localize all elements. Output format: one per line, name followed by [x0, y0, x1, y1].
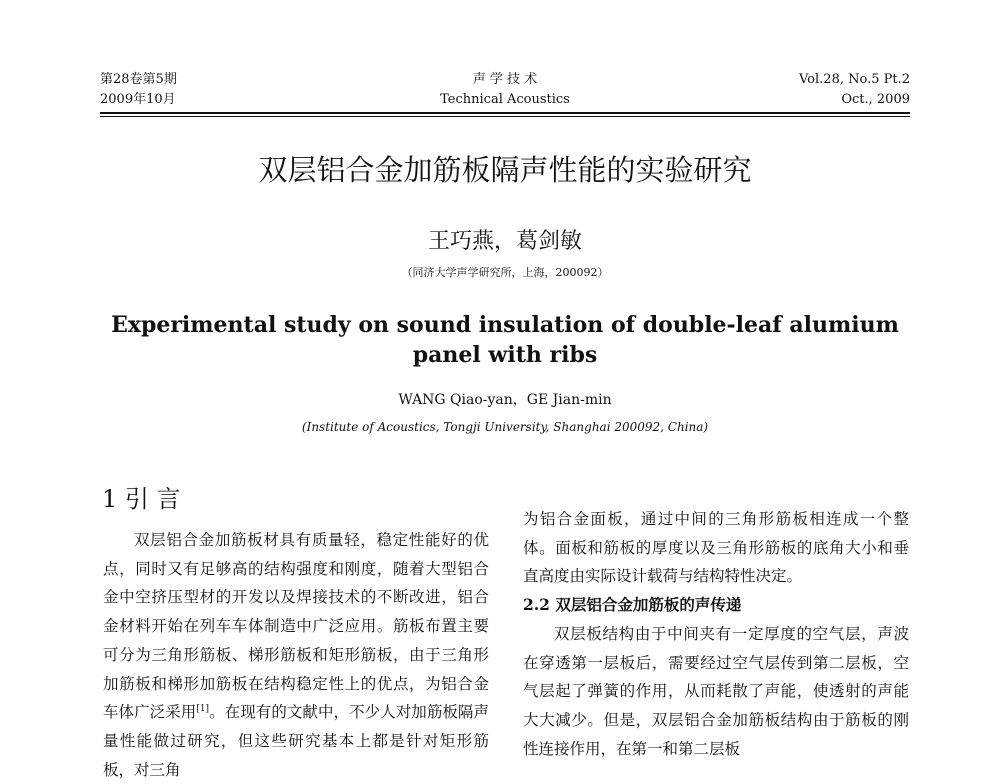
authors-cn: 王巧燕，葛剑敏	[427, 229, 582, 254]
paper-title-en	[100, 310, 910, 370]
intro-paragraph	[103, 526, 489, 784]
affiliation-en: (Institute of Acoustics, Tongji University, Shanghai 200092, China)	[301, 420, 709, 434]
subsection-heading-2-2: 2.2 双层铝合金加筋板的声传递	[523, 595, 742, 615]
authors-en: WANG Qiao-yan，GE Jian-min	[398, 392, 612, 408]
section-heading-introduction: 1 引 言	[102, 485, 181, 513]
intro-text-part2: 。在现有的文献中，不少人对加筋板隔声量性能做过研究，但这些研究基本上都是针对矩形筋板，对三角	[103, 703, 489, 779]
header-rule-thick	[100, 112, 910, 114]
paper-title-cn: 双层铝合金加筋板隔声性能的实验研究	[258, 153, 752, 187]
header-date: 2009年10月	[100, 92, 176, 107]
left-column	[103, 526, 489, 779]
affiliation-cn: （同济大学声学研究所，上海，200092）	[401, 266, 609, 279]
header-journal-name-en: Technical Acoustics	[440, 92, 570, 107]
header-journal-name-cn: 声 学 技 术	[472, 72, 538, 87]
sound-transmission-paragraph: 双层板结构由于中间夹有一定厚度的空气层，声波在穿透第一层板后，需要经过空气层传到第二层板，空气层起了弹簧的作用，从而耗散了声能，使透射的声能大大减少。但是，双层铝合金加筋板结构由于筋板的刚性连接作用，在第一和第二层板	[523, 624, 909, 758]
paper-title-en-line2: panel with ribs	[412, 342, 598, 368]
continued-paragraph: 为铝合金面板，通过中间的三角形筋板相连成一个整体。面板和筋板的厚度以及三角形筋板的底角大小和垂直高度由实际设计载荷与结构特性决定。	[523, 510, 909, 586]
intro-text-part1: 双层铝合金加筋板材具有质量轻，稳定性能好的优点，同时又有足够高的结构强度和刚度，随着大型铝合金中空挤压型材的开发以及焊接技术的不断改进，铝合金材料开始在列车车体制造中广泛应用。筋板布置主要可分为三角形筋板、梯形筋板和矩形筋板，由于三角形加筋板和梯形加筋板在结构稳定性上的优点，为铝合金车体广泛采用	[103, 531, 489, 722]
header-date-en: Oct., 2009	[841, 92, 910, 107]
header-volume-issue: 第28卷第5期	[100, 72, 177, 87]
header-rule-thin	[100, 116, 910, 117]
right-column	[523, 505, 909, 760]
paper-title-en-line1: Experimental study on sound insulation of double-leaf alumium	[111, 312, 899, 338]
citation-ref: [1]	[196, 704, 210, 715]
header-volume-en: Vol.28, No.5 Pt.2	[798, 72, 910, 87]
